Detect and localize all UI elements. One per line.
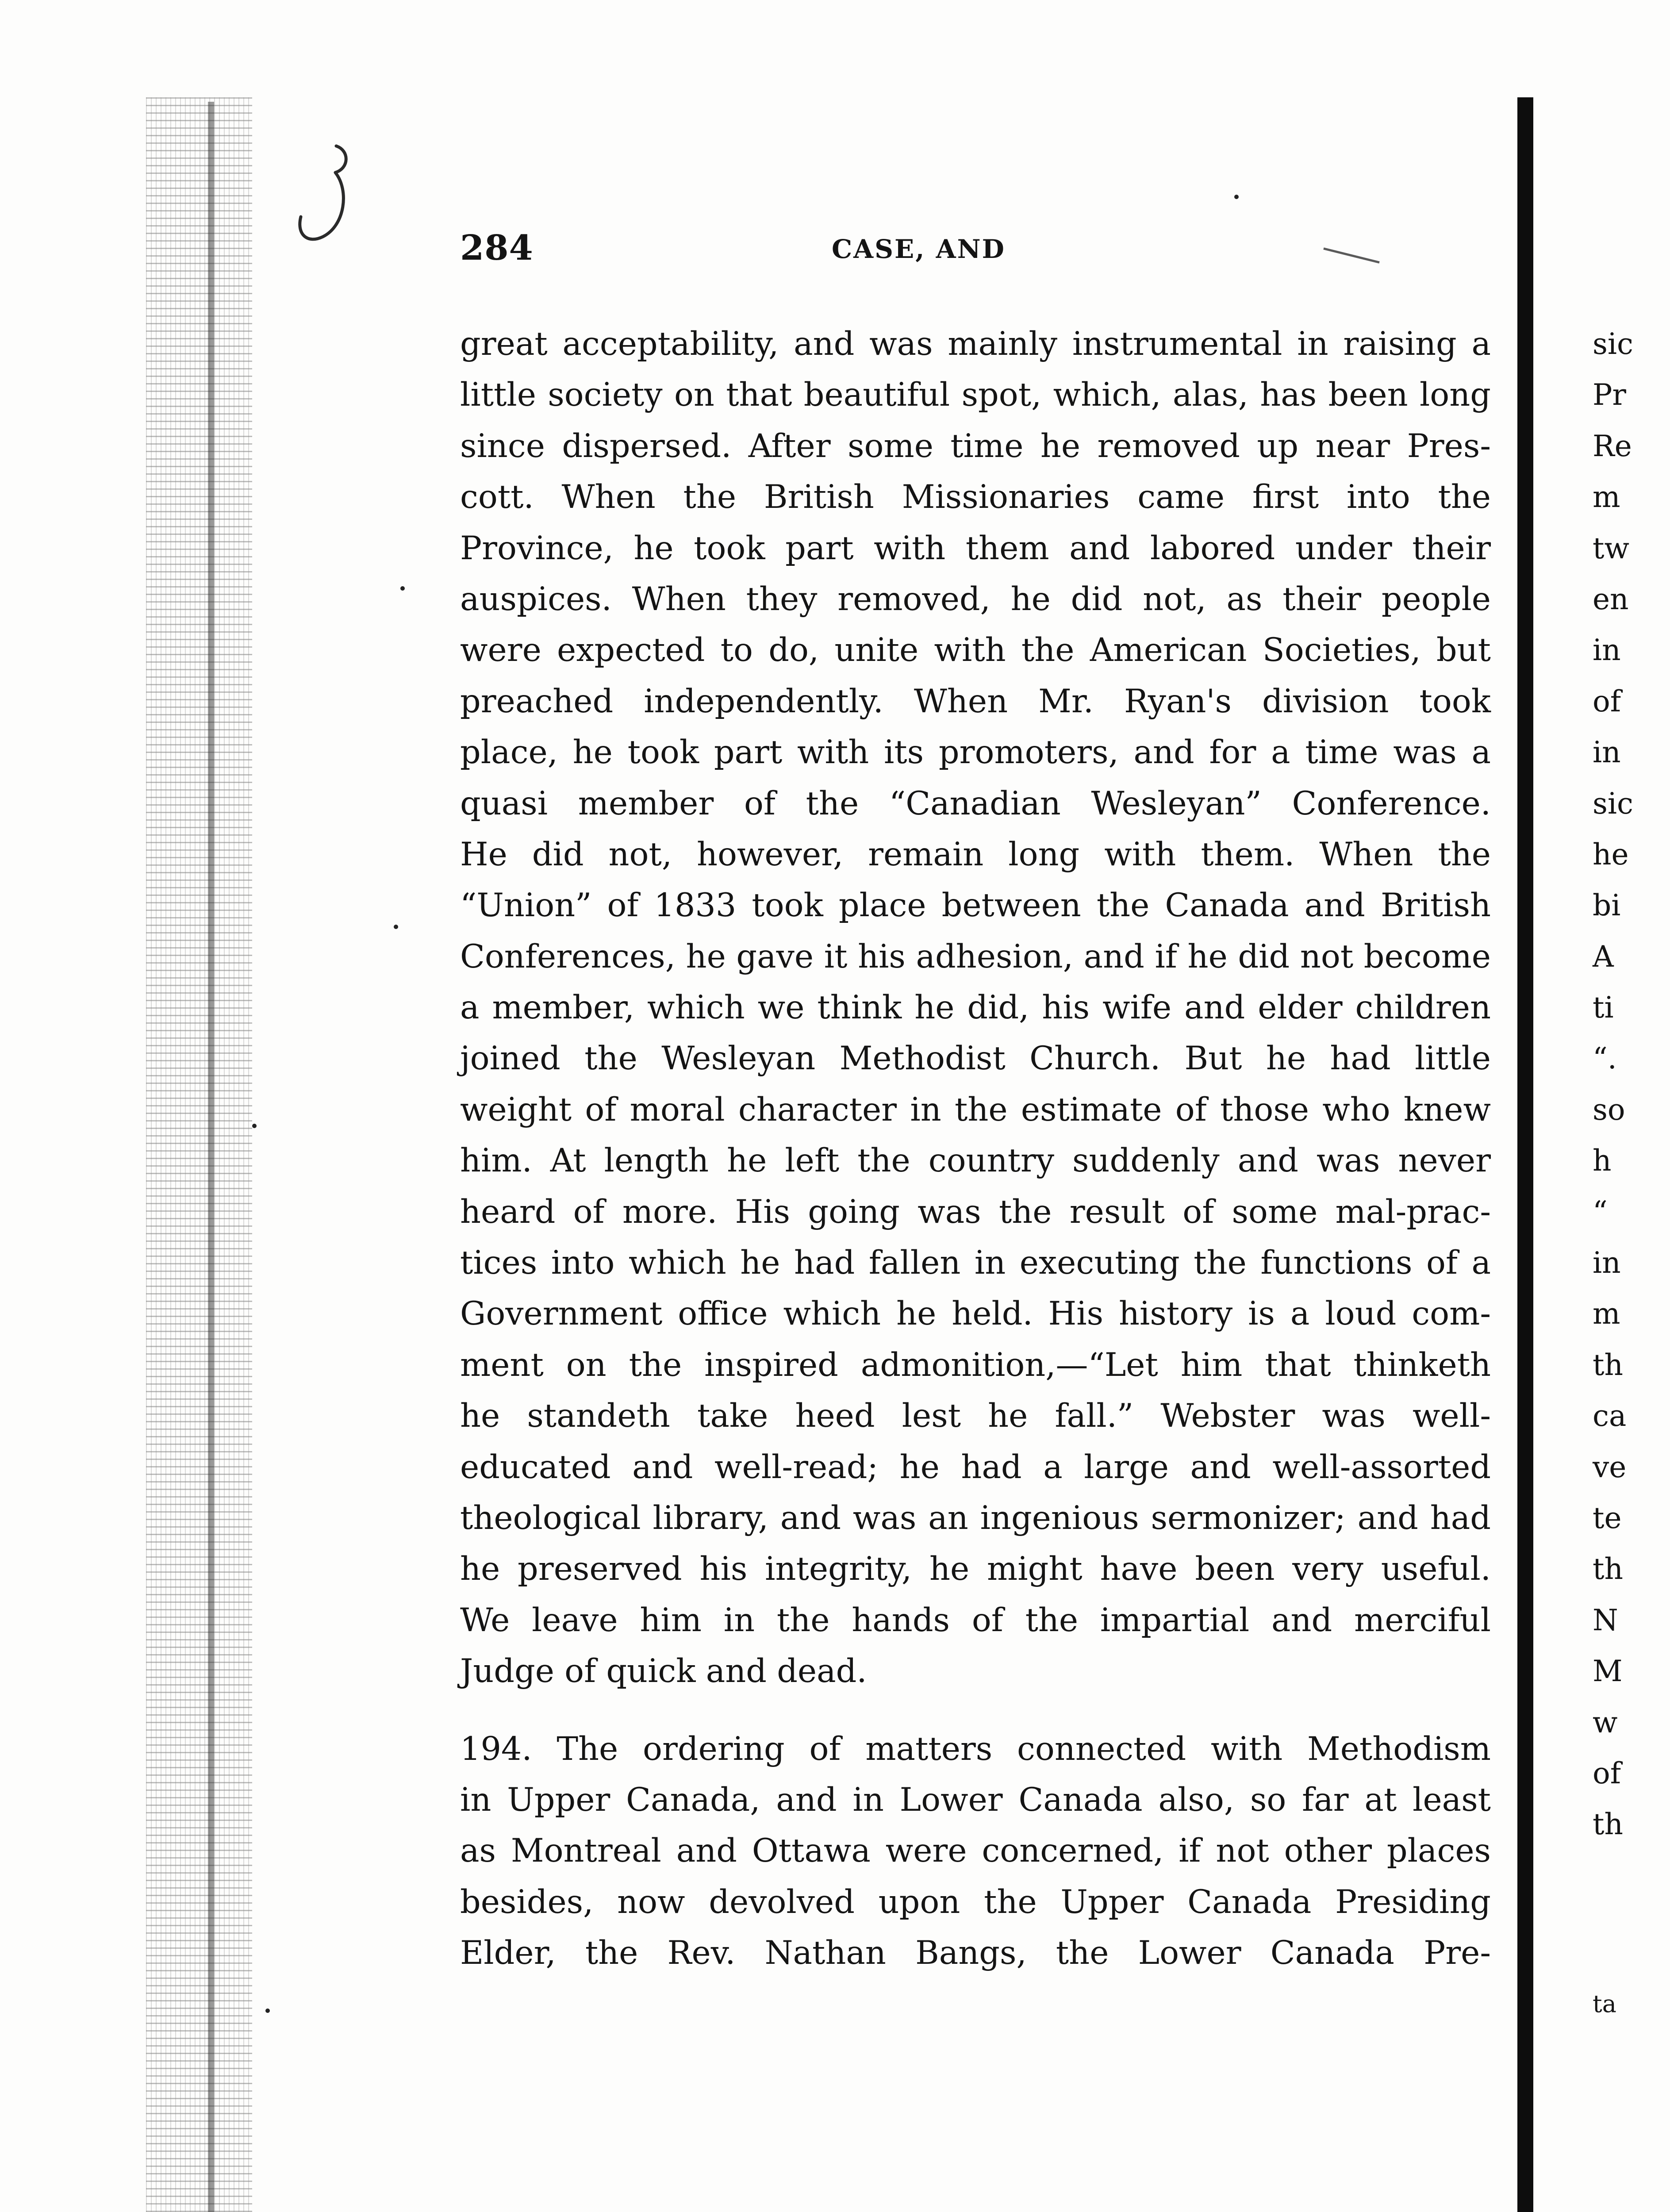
text-line: since dispersed. After some time he removed up near Pres- xyxy=(460,427,1491,465)
pencil-annotation-mark xyxy=(283,142,363,248)
facing-fragment: M xyxy=(1593,1654,1623,1689)
facing-fragment: th xyxy=(1593,1348,1624,1382)
text-line: him. At length he left the country suddenly and was never xyxy=(460,1142,1491,1180)
text-line: educated and well-read; he had a large and well-assorted xyxy=(460,1448,1491,1486)
text-line: cott. When the British Missionaries came first into the xyxy=(460,478,1491,516)
facing-fragment: he xyxy=(1593,837,1629,872)
text-line: in Upper Canada, and in Lower Canada also, so far at least xyxy=(460,1781,1491,1819)
paragraph-194 xyxy=(460,1724,1491,1979)
text-line: great acceptability, and was mainly instrumental in raising a xyxy=(460,325,1491,363)
facing-fragment: ti xyxy=(1593,991,1614,1025)
scan-speck xyxy=(265,2008,270,2013)
facing-fragment: of xyxy=(1593,684,1621,718)
scan-speck xyxy=(400,586,405,591)
body-text xyxy=(460,319,1491,1979)
scan-speck xyxy=(252,1124,257,1128)
text-line: weight of moral character in the estimate of those who knew xyxy=(460,1091,1491,1129)
facing-fragment: Re xyxy=(1593,429,1632,463)
facing-fragment: ca xyxy=(1593,1399,1627,1433)
facing-fragment: N xyxy=(1593,1603,1618,1637)
facing-fragment: in xyxy=(1593,1246,1621,1280)
facing-fragment: so xyxy=(1593,1092,1625,1127)
facing-fragment: ta xyxy=(1593,1989,1616,2018)
text-line: Province, he took part with them and labored under their xyxy=(460,529,1491,567)
header-dash-mark xyxy=(1323,247,1379,263)
facing-page-fragments xyxy=(1593,319,1668,2029)
running-head: CASE, AND xyxy=(832,234,1006,264)
facing-fragment: th xyxy=(1593,1807,1624,1842)
facing-fragment: “. xyxy=(1593,1041,1617,1076)
text-line: auspices. When they removed, he did not, as their people xyxy=(460,580,1491,618)
facing-fragment: in xyxy=(1593,735,1621,770)
text-line: quasi member of the “Canadian Wesleyan” Conference. xyxy=(460,784,1491,822)
facing-fragment: w xyxy=(1593,1705,1618,1740)
text-line: Conferences, he gave it his adhesion, and if he did not become xyxy=(460,937,1491,975)
facing-fragment: m xyxy=(1593,480,1620,515)
text-line: little society on that beautiful spot, which, alas, has been long xyxy=(460,376,1491,414)
page-gutter-shadow xyxy=(1517,97,1533,2212)
scan-edge-noise xyxy=(146,97,252,2212)
facing-fragment: ve xyxy=(1593,1450,1627,1484)
facing-fragment: in xyxy=(1593,633,1621,668)
facing-fragment: th xyxy=(1593,1552,1624,1586)
scan-speck xyxy=(394,925,398,929)
text-line: heard of more. His going was the result of some mal-prac- xyxy=(460,1193,1491,1231)
text-line: Government office which he held. His history is a loud com- xyxy=(460,1295,1491,1333)
text-line: Elder, the Rev. Nathan Bangs, the Lower Canada Pre- xyxy=(460,1934,1491,1972)
text-line: a member, which we think he did, his wife and elder children xyxy=(460,989,1491,1027)
facing-fragment: sic xyxy=(1593,327,1633,361)
facing-fragment: sic xyxy=(1593,786,1633,821)
text-line: he standeth take heed lest he fall.” Webster was well- xyxy=(460,1397,1491,1435)
facing-fragment: h xyxy=(1593,1144,1612,1178)
text-line: were expected to do, unite with the American Societies, but xyxy=(460,631,1491,669)
facing-fragment: “ xyxy=(1593,1194,1608,1229)
text-line: He did not, however, remain long with them. When the xyxy=(460,835,1491,873)
text-line: Judge of quick and dead. xyxy=(460,1652,867,1690)
facing-fragment: tw xyxy=(1593,531,1630,565)
text-line: preached independently. When Mr. Ryan's division took xyxy=(460,682,1491,720)
facing-fragment: bi xyxy=(1593,888,1621,923)
text-line: 194. The ordering of matters connected with Methodism xyxy=(460,1730,1491,1768)
page-number: 284 xyxy=(460,228,534,268)
text-line: tices into which he had fallen in executing the functions of a xyxy=(460,1244,1491,1282)
text-line: theological library, and was an ingenious sermonizer; and had xyxy=(460,1499,1491,1537)
text-line: besides, now devolved upon the Upper Canada Presiding xyxy=(460,1883,1491,1921)
text-line: place, he took part with its promoters, and for a time was a xyxy=(460,733,1491,772)
page-header xyxy=(460,228,1486,276)
facing-fragment: A xyxy=(1593,939,1614,974)
facing-fragment: en xyxy=(1593,582,1629,616)
text-line: We leave him in the hands of the impartial and merciful xyxy=(460,1601,1491,1639)
text-line: he preserved his integrity, he might have been very useful. xyxy=(460,1550,1491,1588)
binding-edge xyxy=(208,102,214,2212)
text-line: ment on the inspired admonition,—“Let him that thinketh xyxy=(460,1346,1491,1384)
text-line: as Montreal and Ottawa were concerned, if not other places xyxy=(460,1832,1491,1870)
facing-fragment: te xyxy=(1593,1501,1622,1535)
facing-fragment: of xyxy=(1593,1756,1621,1790)
facing-fragment: Pr xyxy=(1593,378,1626,412)
scan-speck xyxy=(1234,195,1239,199)
text-line: “Union” of 1833 took place between the Canada and British xyxy=(460,887,1491,925)
facing-fragment: m xyxy=(1593,1297,1620,1331)
text-line: joined the Wesleyan Methodist Church. But he had little xyxy=(460,1040,1491,1078)
